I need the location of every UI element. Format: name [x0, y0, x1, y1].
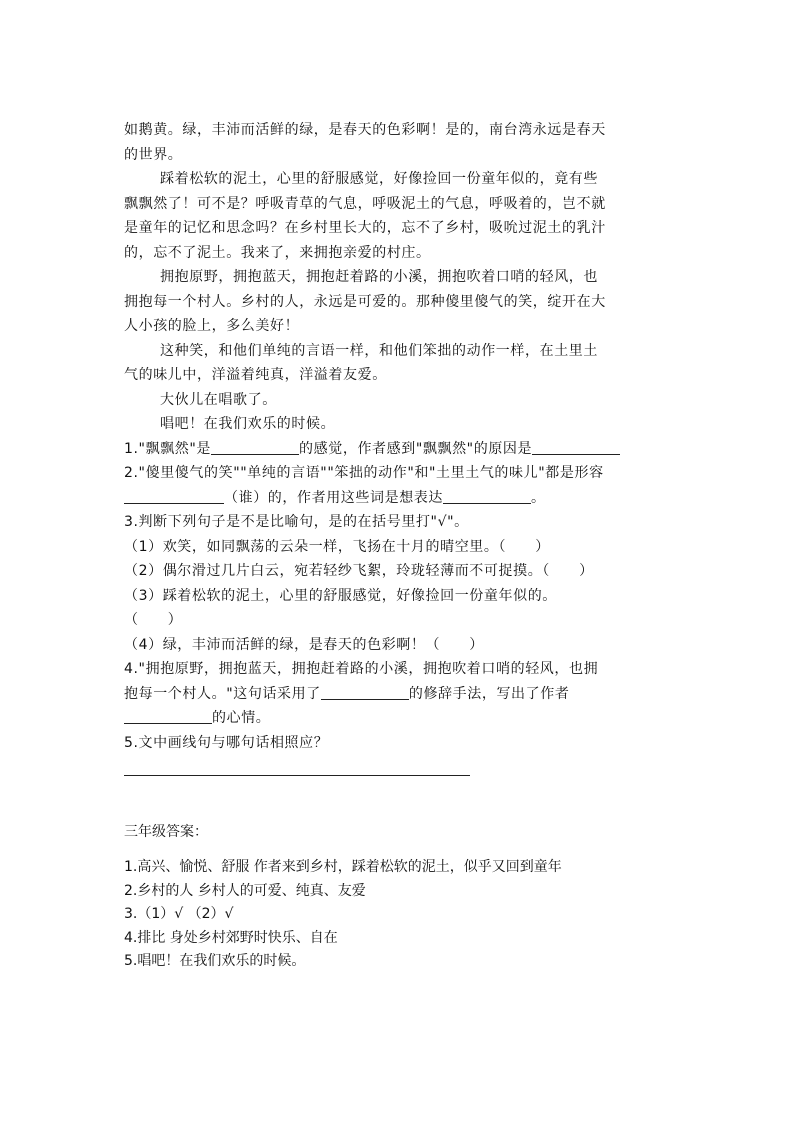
question-2: 2."傻里傻气的笑""单纯的言语""笨拙的动作"和"土里土气的味儿"都是形容	[124, 465, 604, 481]
question-4: 4."拥抱原野，拥抱蓝天，拥抱赶着路的小溪，拥抱吹着口哨的轻风，也拥	[124, 661, 599, 677]
answer-item: 2.乡村的人 乡村人的可爱、纯真、友爱	[124, 882, 366, 899]
passage-line: 拥抱每一个村人。乡村的人，永远是可爱的。那种傻里傻气的笑，绽开在大	[124, 293, 606, 310]
question-4-cont2: 的心情。	[124, 706, 670, 731]
answer-blank[interactable]	[443, 489, 531, 504]
questions	[124, 437, 670, 777]
question-3-1[interactable]: （1）欢笑，如同飘荡的云朵一样，飞扬在十月的晴空里。（ ）	[124, 538, 550, 555]
passage-line: 拥抱原野，拥抱蓝天，拥抱赶着路的小溪，拥抱吹着口哨的轻风，也	[160, 269, 598, 285]
passage-line: 如鹅黄。绿，丰沛而活鲜的绿，是春天的色彩啊！是的，南台湾永远是春天	[124, 122, 606, 138]
answer-item: 1.高兴、愉悦、舒服 作者来到乡村，踩着松软的泥土，似乎又回到童年	[124, 859, 562, 875]
answer-item: 5.唱吧！在我们欢乐的时候。	[124, 953, 306, 969]
answer-blank[interactable]	[124, 709, 212, 724]
question-1: 1."飘飘然"是 的感觉，作者感到"飘飘然"的原因是	[124, 437, 670, 462]
passage-line: 唱吧！在我们欢乐的时候。	[160, 416, 336, 432]
passage-line: 的世界。	[124, 146, 183, 163]
question-4-cont: 抱每一个村人。"这句话采用了 的修辞手法，写出了作者	[124, 685, 570, 702]
answer-line[interactable]	[124, 775, 470, 776]
answer-blank[interactable]	[532, 440, 620, 455]
answer-blank[interactable]	[321, 685, 409, 700]
question-3-4[interactable]: （4）绿，丰沛而活鲜的绿，是春天的色彩啊！（ ）	[124, 636, 484, 653]
passage-line: 是童年的记忆和思念吗？在乡村里长大的，忘不了乡村，吸吮过泥土的乳汁	[124, 220, 606, 236]
question-3-3: （3）踩着松软的泥土，心里的舒服感觉，好像捡回一份童年似的。	[124, 587, 557, 604]
passage-line: 人小孩的脸上，多么美好！	[124, 318, 300, 334]
answer-key	[124, 820, 670, 974]
answer-blank[interactable]	[124, 489, 224, 504]
reading-passage	[124, 118, 670, 437]
passage-line: 大伙儿在唱歌了。	[160, 391, 277, 408]
passage-line: 这种笑，和他们单纯的言语一样，和他们笨拙的动作一样，在土里土	[160, 342, 598, 359]
answer-blank[interactable]	[211, 440, 299, 455]
question-3-2[interactable]: （2）偶尔滑过几片白云，宛若轻纱飞絮，玲珑轻薄而不可捉摸。（ ）	[124, 563, 594, 579]
passage-line: 气的味儿中，洋溢着纯真，洋溢着友爱。	[124, 367, 387, 383]
answer-item: 3.（1）√ （2）√	[124, 906, 234, 922]
answer-item: 4.排比 身处乡村郊野时快乐、自在	[124, 929, 338, 946]
question-3-3-bracket[interactable]: （ ）	[124, 612, 183, 628]
question-2-cont: （谁）的，作者用这些词是想表达 。	[124, 486, 670, 511]
question-3: 3.判断下列句子是不是比喻句，是的在括号里打"√"。	[124, 514, 469, 530]
answer-heading: 三年级答案：	[124, 824, 208, 840]
question-5: 5.文中画线句与哪句话相照应？	[124, 734, 329, 751]
passage-line: 飘飘然了！可不是？呼吸青草的气息，呼吸泥土的气息，呼吸着的，岂不就	[124, 195, 606, 212]
passage-line: 踩着松软的泥土，心里的舒服感觉，好像捡回一份童年似的，竟有些	[160, 171, 598, 187]
content	[124, 118, 670, 974]
passage-line: 的，忘不了泥土。我来了，来拥抱亲爱的村庄。	[124, 244, 431, 261]
